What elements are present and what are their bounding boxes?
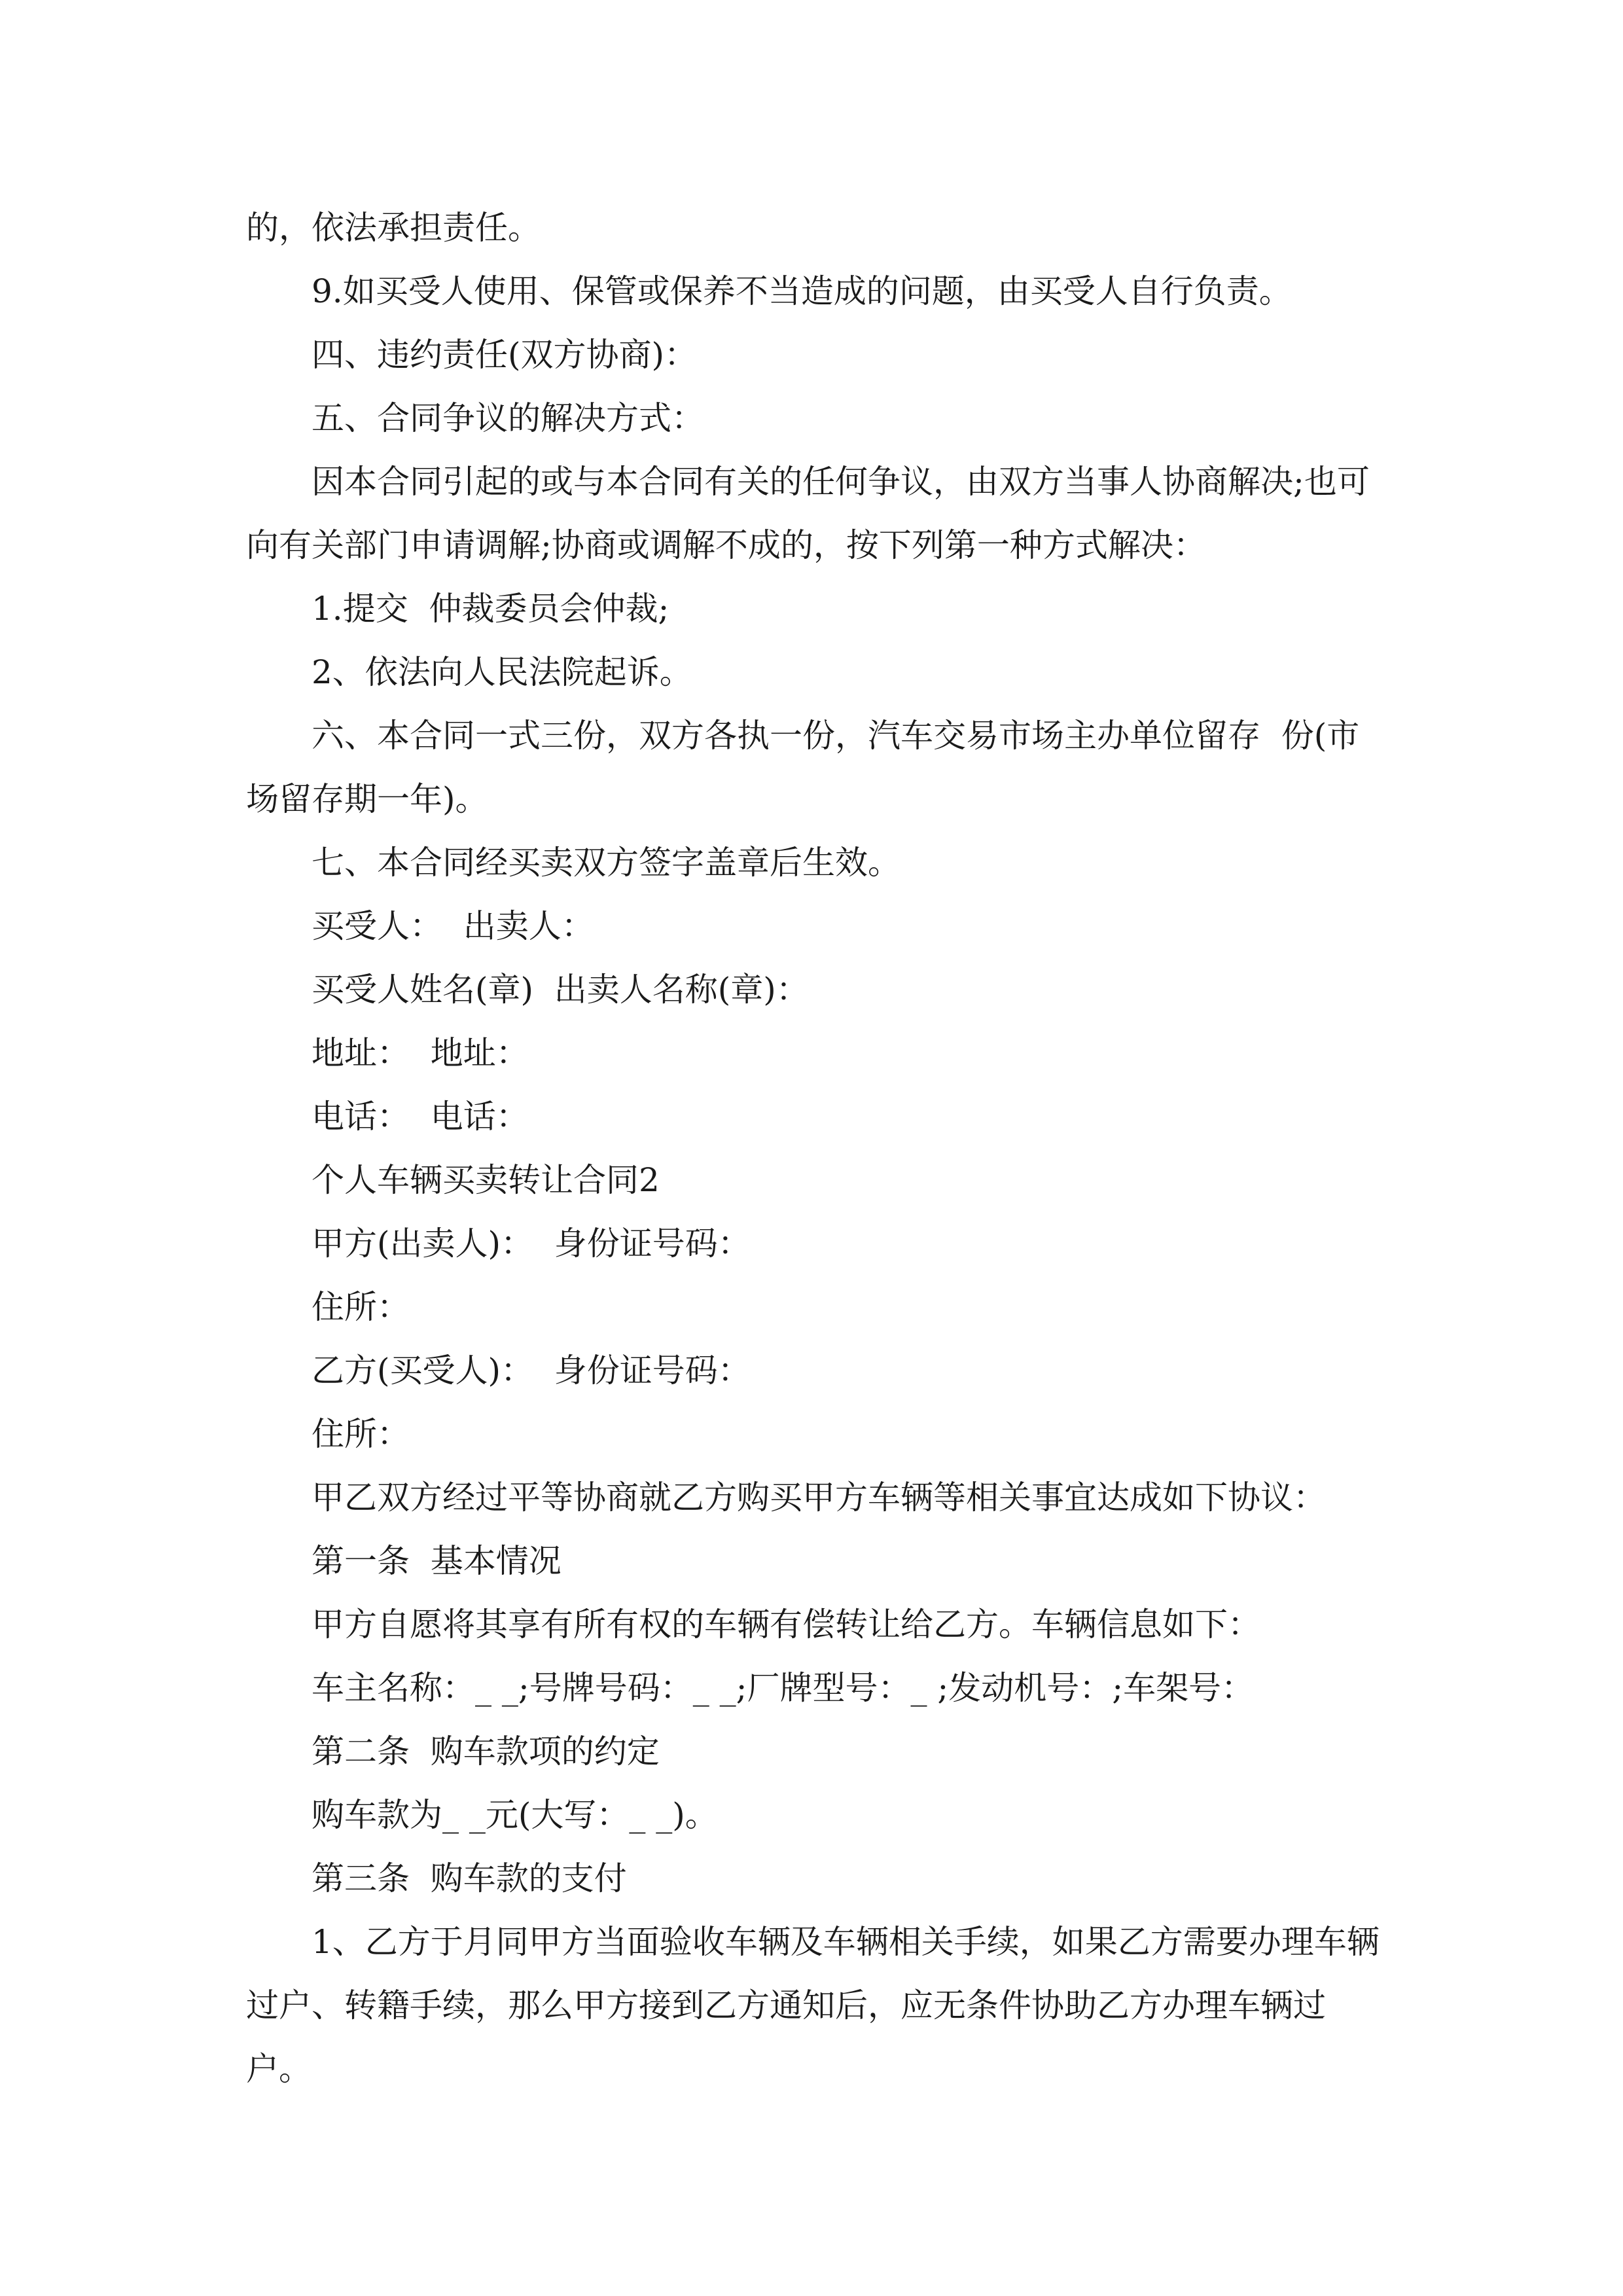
paragraph: 个人车辆买卖转让合同2 xyxy=(312,1161,660,1199)
paragraph: 地址： 地址： xyxy=(312,1034,529,1072)
paragraph: 甲乙双方经过平等协商就乙方购买甲方车辆等相关事宜达成如下协议： xyxy=(312,1479,1326,1516)
paragraph: 四、违约责任(双方协商)： xyxy=(312,336,698,374)
paragraph: 第三条 购车款的支付 xyxy=(312,1859,627,1897)
paragraph: 五、合同争议的解决方式： xyxy=(312,399,704,437)
paragraph: 买受人： 出卖人： xyxy=(312,907,594,945)
paragraph: 的，依法承担责任。 xyxy=(246,209,541,247)
paragraph: 1.提交 仲裁委员会仲裁; xyxy=(312,590,669,628)
paragraph: 车主名称：_ _;号牌号码：_ _;厂牌型号：_ ;发动机号：;车架号： xyxy=(312,1669,1255,1707)
paragraph: 9.如买受人使用、保管或保养不当造成的问题，由买受人自行负责。 xyxy=(312,272,1292,310)
paragraph: 住所： xyxy=(312,1415,410,1453)
paragraph: 1、乙方于月同甲方当面验收车辆及车辆相关手续，如果乙方需要办理车辆过户、转籍手续，那么甲方接到乙方通知后，应无条件协助乙方办理车辆过户。 xyxy=(246,1923,1380,2088)
paragraph: 购车款为_ _元(大写：_ _)。 xyxy=(312,1796,718,1834)
paragraph: 因本合同引起的或与本合同有关的任何争议，由双方当事人协商解决;也可向有关部门申请调解;协商或调解不成的，按下列第一种方式解决： xyxy=(246,463,1370,564)
paragraph: 住所： xyxy=(312,1288,410,1326)
paragraph: 电话： 电话： xyxy=(312,1098,529,1136)
paragraph: 买受人姓名(章) 出卖人名称(章)： xyxy=(312,971,809,1009)
paragraph: 第一条 基本情况 xyxy=(312,1542,562,1580)
paragraph: 第二条 购车款项的约定 xyxy=(312,1732,660,1770)
paragraph: 七、本合同经买卖双方签字盖章后生效。 xyxy=(312,844,901,882)
document-body xyxy=(246,196,1385,2101)
paragraph: 甲方(出卖人)： 身份证号码： xyxy=(312,1225,751,1263)
paragraph: 六、本合同一式三份，双方各执一份，汽车交易市场主办单位留存 份(市场留存期一年)。 xyxy=(246,717,1360,818)
paragraph: 乙方(买受人)： 身份证号码： xyxy=(312,1352,751,1390)
paragraph: 甲方自愿将其享有所有权的车辆有偿转让给乙方。车辆信息如下： xyxy=(312,1605,1260,1643)
paragraph: 2、依法向人民法院起诉。 xyxy=(312,653,692,691)
